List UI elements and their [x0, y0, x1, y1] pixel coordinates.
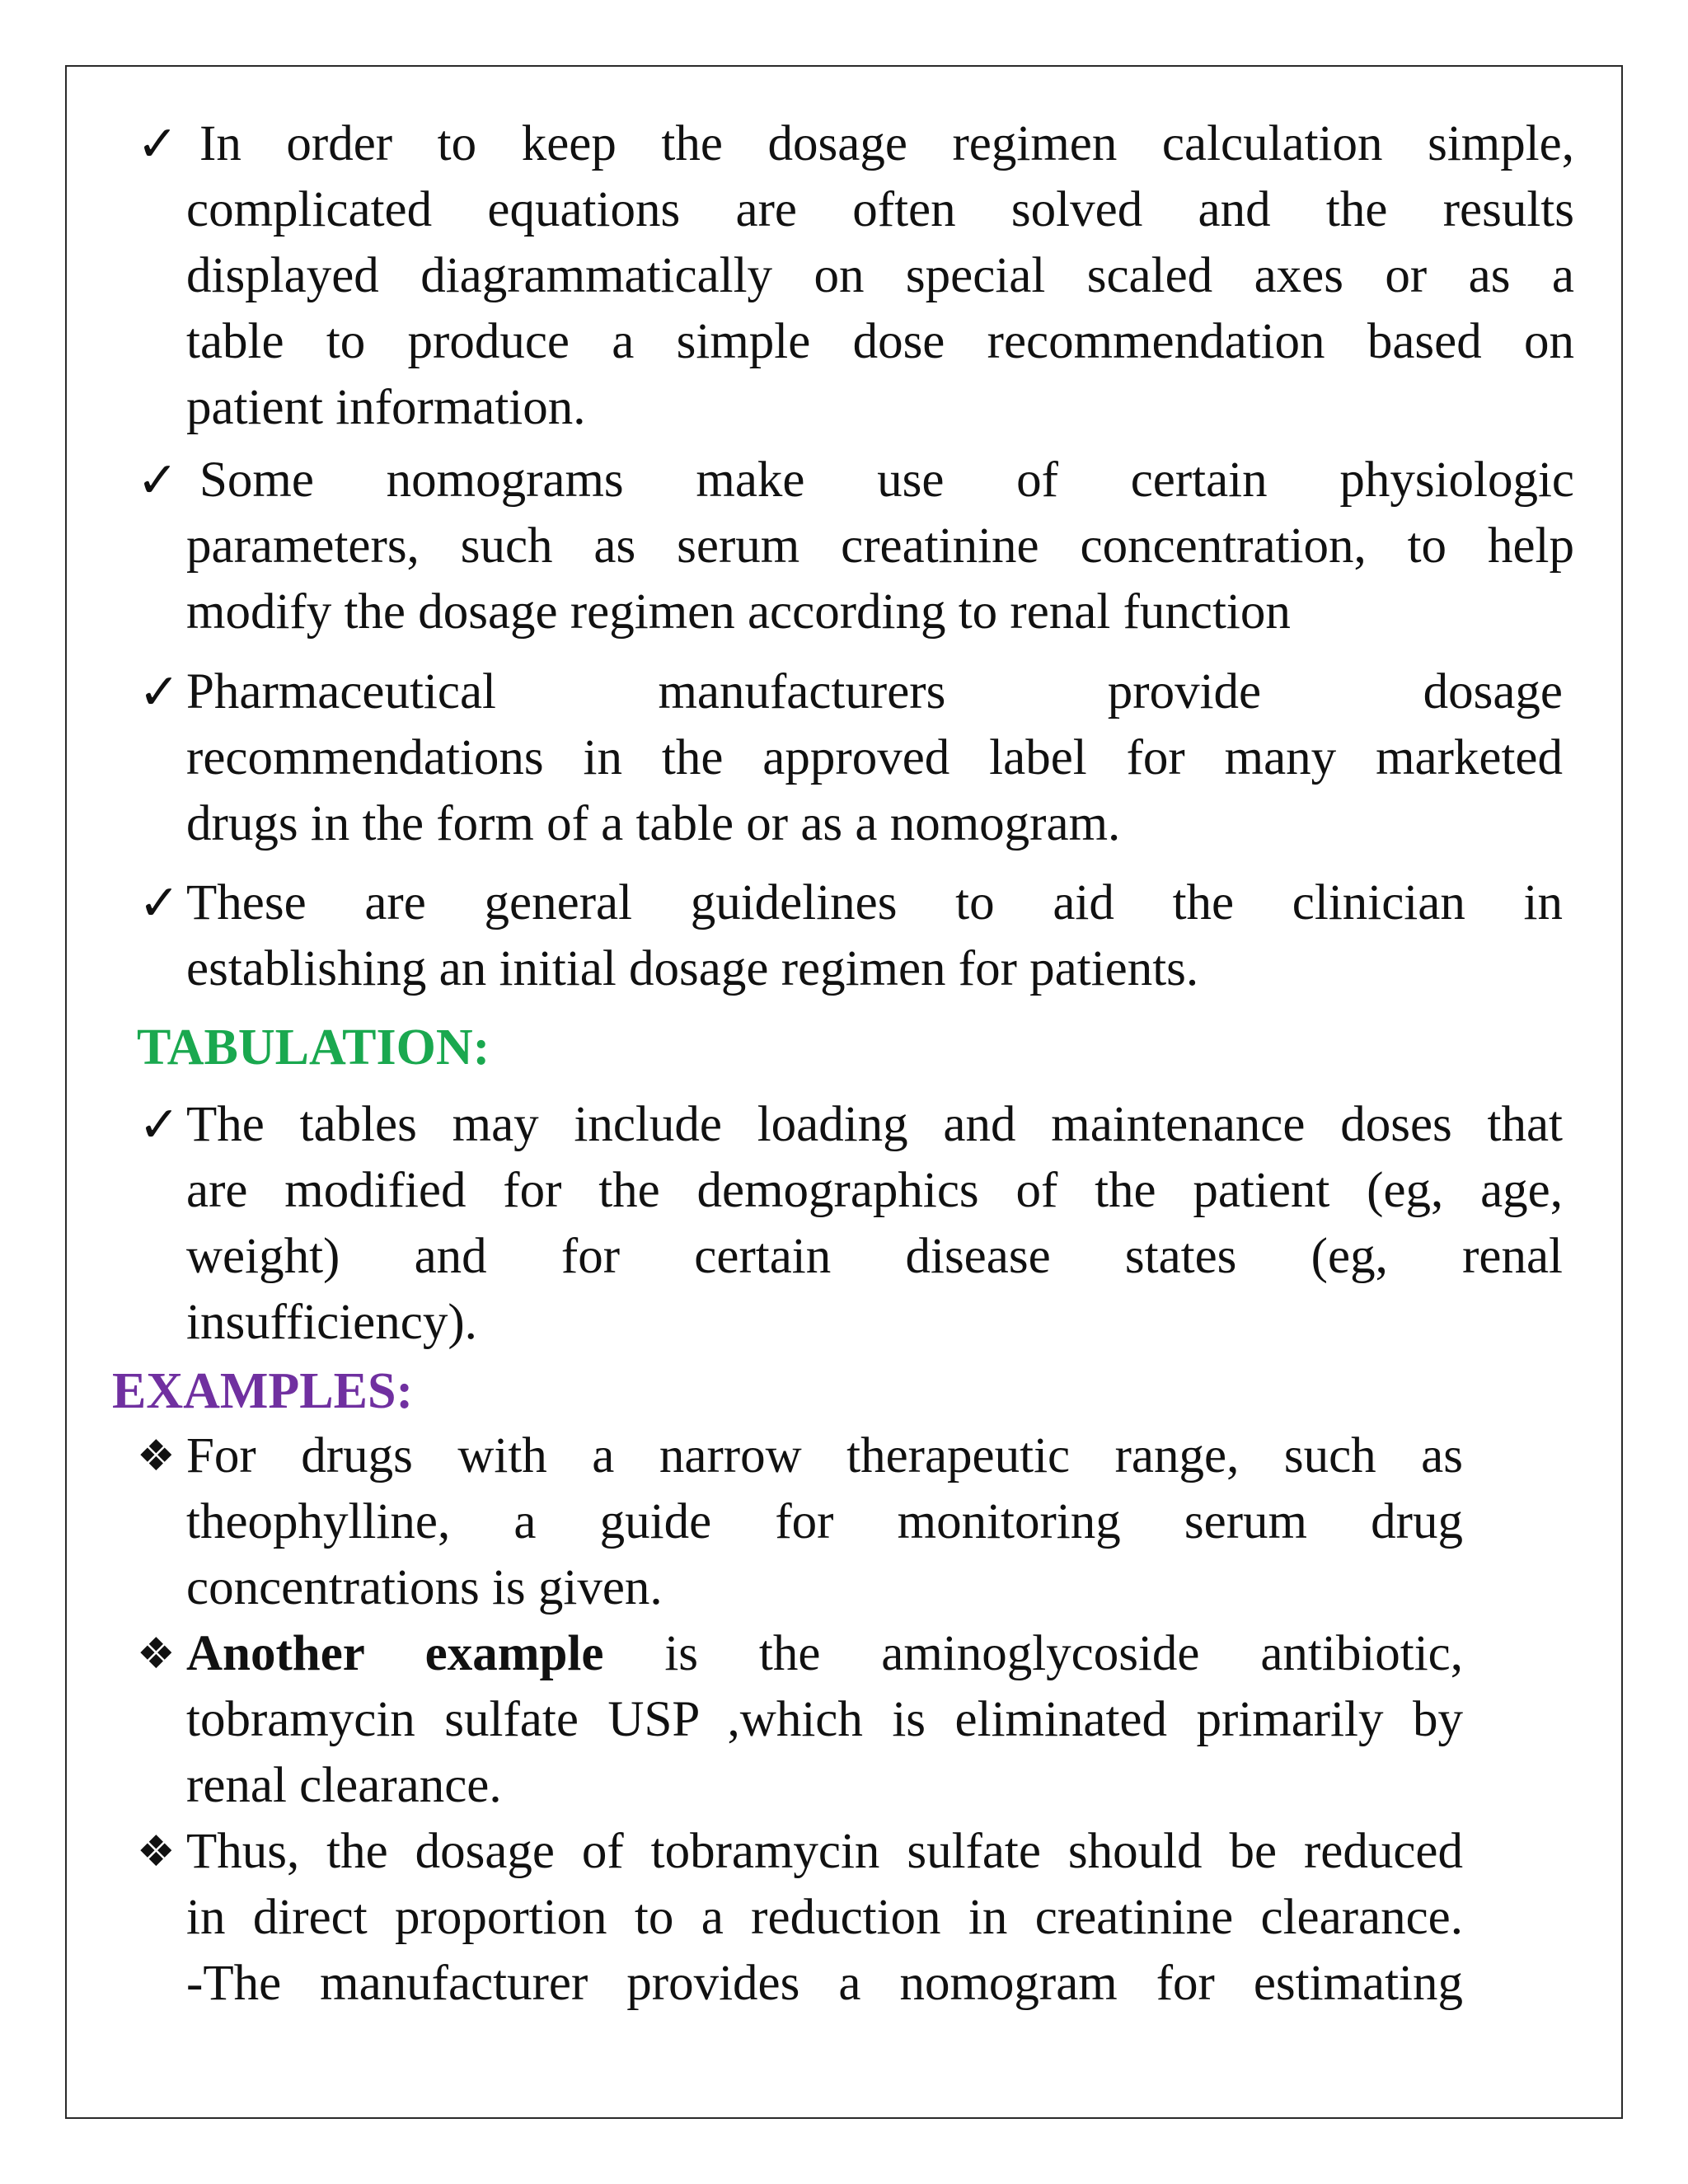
text-line: -The manufacturer provides a nomogram for estimating [186, 1956, 1463, 2011]
text-line: insufficiency). [186, 1295, 477, 1350]
intro-bullet-3 [138, 659, 1563, 857]
text-line: modify the dosage regimen according to renal function [186, 584, 1291, 640]
text-line: Thus, the dosage of tobramycin sulfate should be reduced [186, 1824, 1463, 1879]
text-line: tobramycin sulfate USP ,which is eliminated primarily by [186, 1692, 1463, 1747]
first-line-rest: is the aminoglycoside antibiotic, [603, 1626, 1463, 1681]
text-line: theophylline, a guide for monitoring serum drug [186, 1494, 1463, 1549]
text-line: renal clearance. [186, 1758, 502, 1813]
intro-bullet-4 [138, 870, 1563, 1002]
checkmark-icon: ✓ [138, 874, 181, 932]
example-item-3 [137, 1819, 1463, 2017]
bold-lead: Another example [186, 1626, 604, 1681]
text-line: For drugs with a narrow therapeutic range, such as [186, 1428, 1463, 1483]
tabulation-heading: TABULATION: [137, 1019, 490, 1076]
text-line: parameters, such as serum creatinine concentration, to help [186, 518, 1574, 574]
text-line: establishing an initial dosage regimen for patients. [186, 941, 1199, 996]
tabulation-bullet [138, 1092, 1563, 1356]
intro-bullet-2 [137, 448, 1574, 645]
checkmark-icon: ✓ [138, 1096, 181, 1154]
text-line: The tables may include loading and maintenance doses that [186, 1097, 1563, 1152]
diamond-bullet-icon: ❖ [137, 1432, 176, 1481]
text-line: In order to keep the dosage regimen calculation simple, [199, 116, 1574, 171]
checkmark-icon: ✓ [137, 452, 179, 509]
diamond-bullet-icon: ❖ [137, 1827, 176, 1877]
text-line: in direct proportion to a reduction in creatinine clearance. [186, 1890, 1463, 1945]
diamond-bullet-icon: ❖ [137, 1629, 176, 1679]
example-item-1 [137, 1423, 1463, 1621]
checkmark-icon: ✓ [137, 115, 179, 173]
intro-bullet-1 [137, 111, 1574, 441]
text-line: patient information. [186, 380, 586, 435]
text-line: are modified for the demographics of the patient (eg, age, [186, 1163, 1563, 1218]
checkmark-icon: ✓ [138, 663, 181, 721]
text-line: displayed diagrammatically on special scaled axes or as a [186, 248, 1574, 303]
text-line: drugs in the form of a table or as a nomogram. [186, 796, 1121, 851]
text-line [186, 1621, 1463, 1687]
text-line: recommendations in the approved label for many marketed [186, 730, 1563, 785]
example-item-2 [137, 1621, 1463, 1819]
text-line: complicated equations are often solved and the results [186, 182, 1574, 237]
text-line: weight) and for certain disease states (eg, renal [186, 1229, 1563, 1284]
text-line: Pharmaceutical manufacturers provide dosage [186, 664, 1563, 719]
text-line: These are general guidelines to aid the clinician in [186, 875, 1563, 930]
text-line: table to produce a simple dose recommendation based on [186, 314, 1574, 369]
text-line: Some nomograms make use of certain physiologic [199, 452, 1574, 508]
examples-heading: EXAMPLES: [112, 1363, 414, 1419]
text-line: concentrations is given. [186, 1560, 663, 1615]
